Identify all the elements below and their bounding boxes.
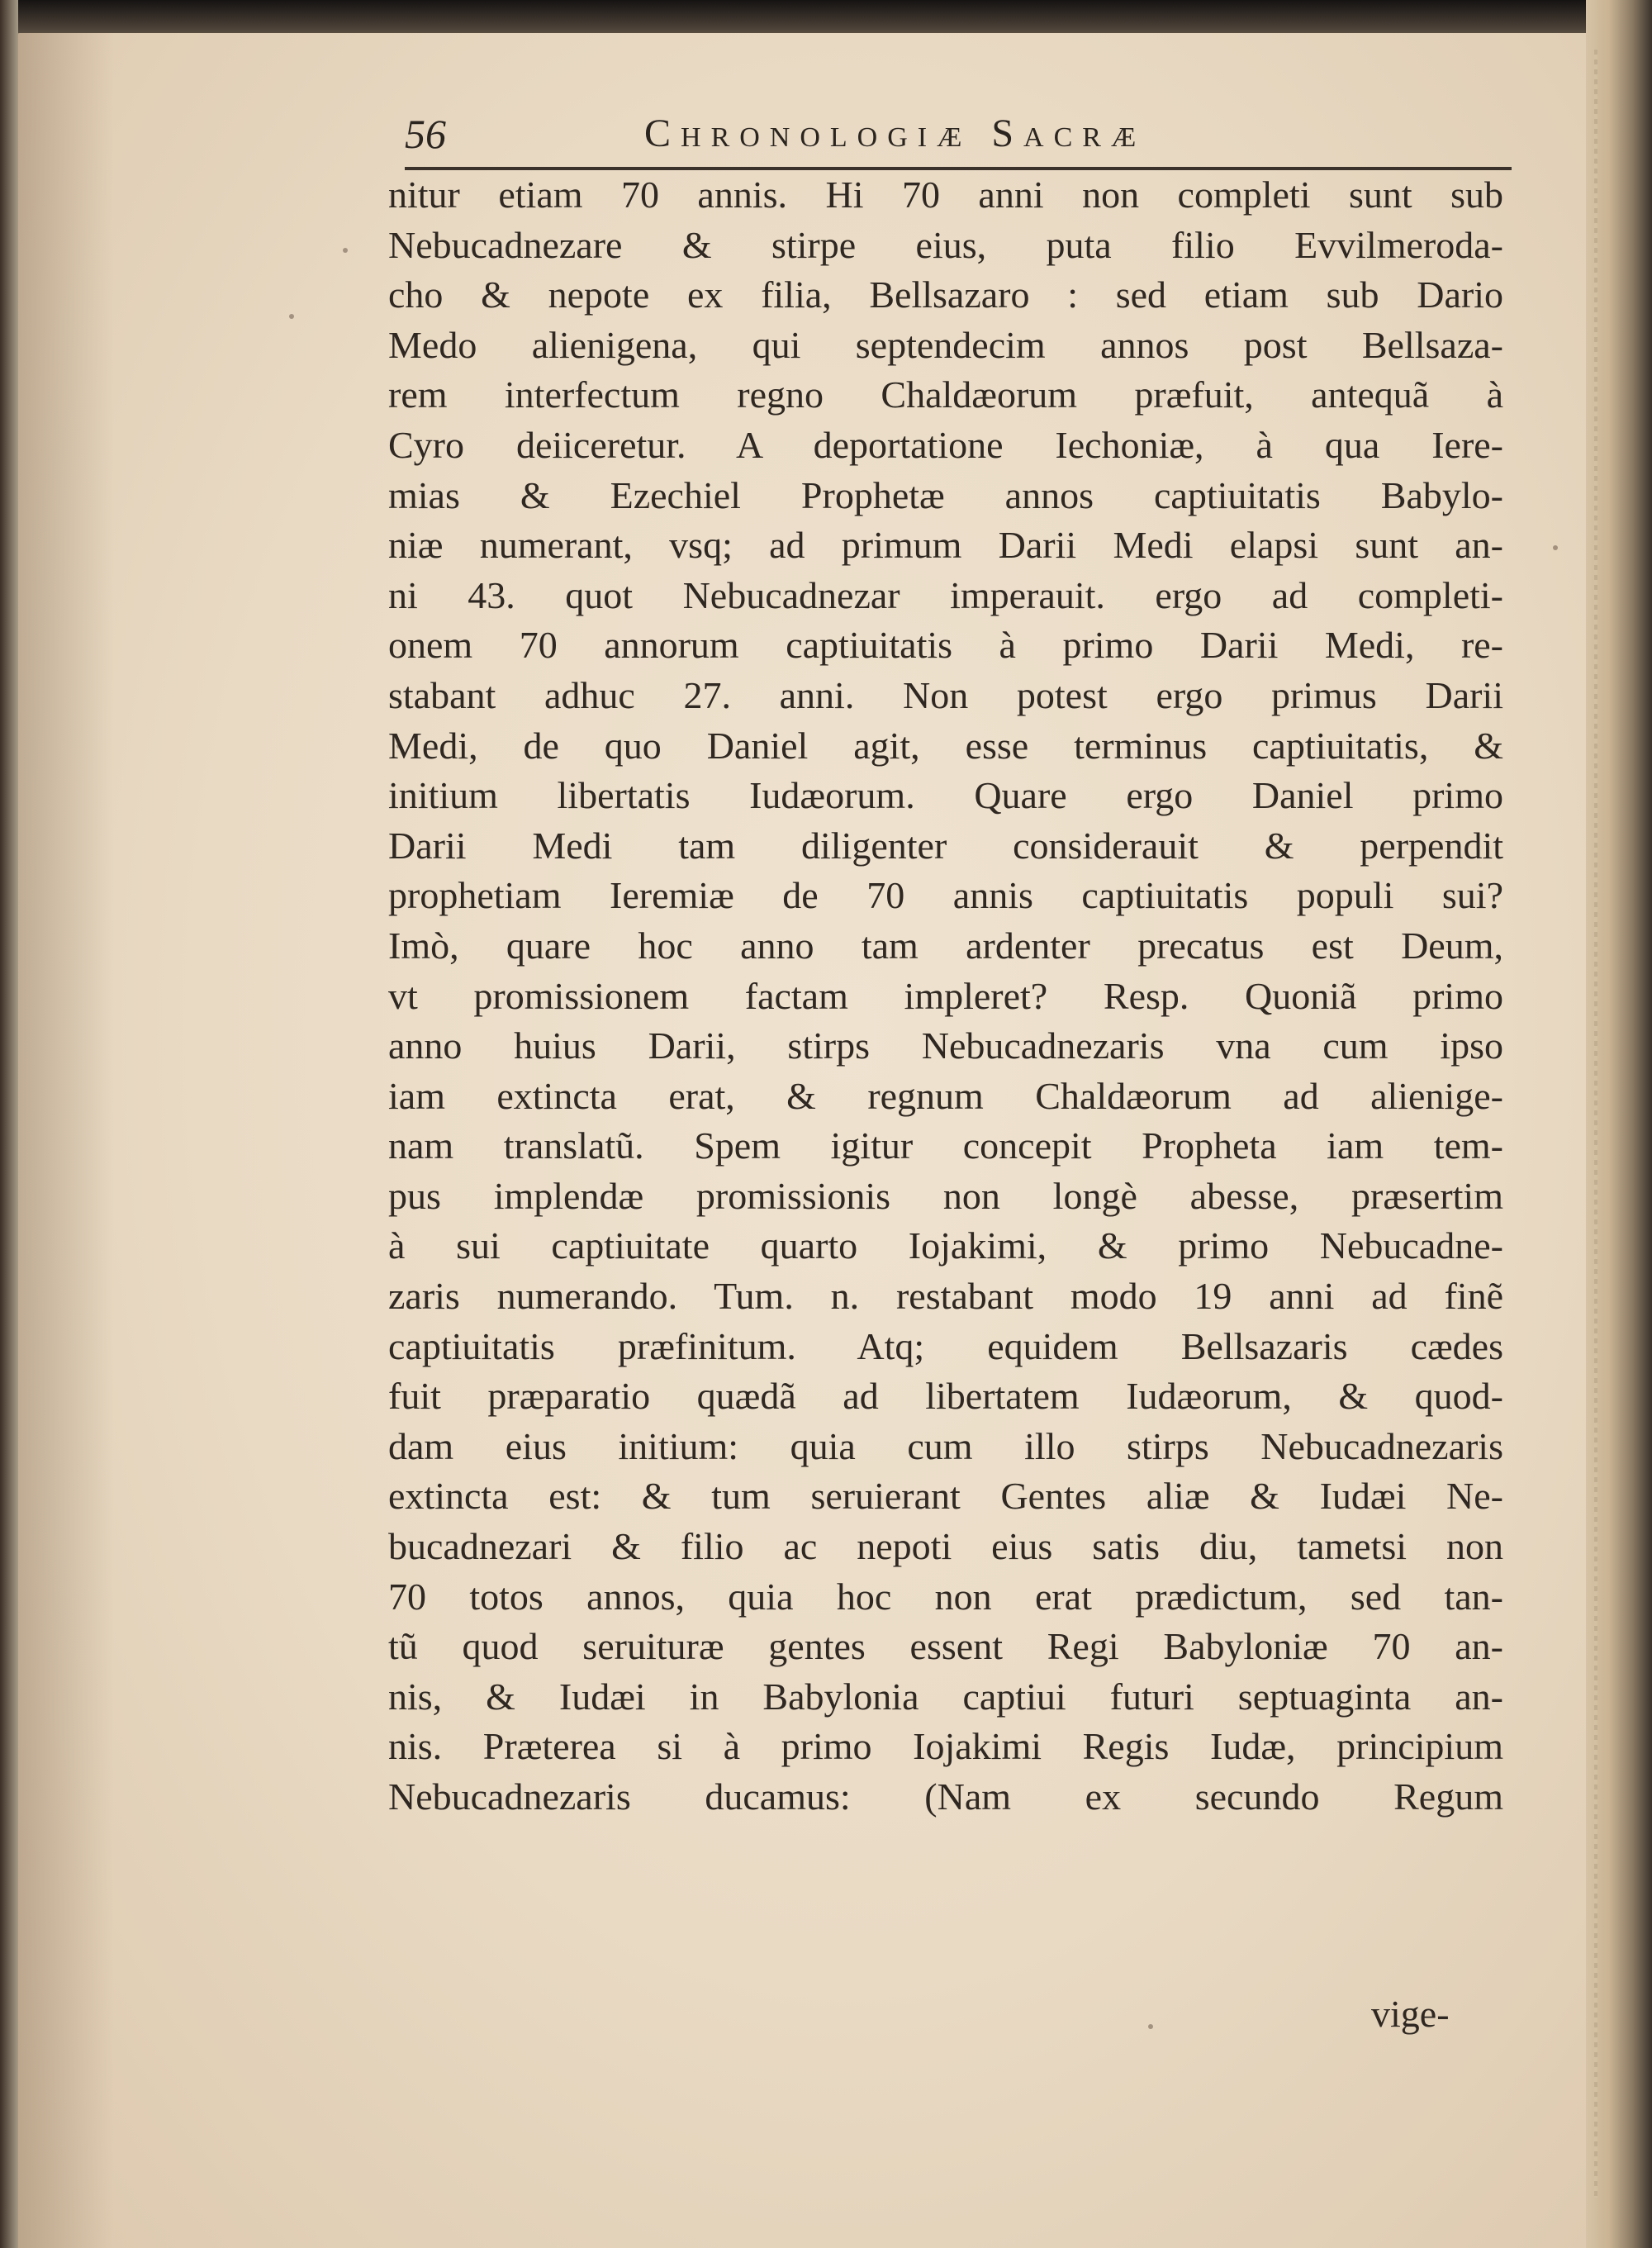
- text-line: Nebucadnezare & stirpe eius, puta filio Evvilmeroda-: [388, 223, 1503, 266]
- paper-speck: [1553, 545, 1558, 550]
- text-line: nam translatũ. Spem igitur concepit Propheta iam tem-: [388, 1124, 1503, 1167]
- text-line: rem interfectum regno Chaldæorum præfuit, antequã à: [388, 373, 1503, 416]
- text-line: Imò, quare hoc anno tam ardenter precatus est Deum,: [388, 924, 1503, 967]
- paper-speck: [343, 248, 348, 253]
- text-line: nitur etiam 70 annis. Hi 70 anni non completi sunt sub: [388, 173, 1503, 216]
- page-gutter-shadow: [15, 33, 114, 2248]
- paper-speck: [1148, 2024, 1153, 2029]
- text-line: iam extincta erat, & regnum Chaldæorum ad alienige-: [388, 1074, 1503, 1117]
- text-line: fuit præparatio quædã ad libertatem Iudæorum, & quod-: [388, 1375, 1503, 1418]
- text-line: à sui captiuitate quarto Iojakimi, & primo Nebucadne-: [388, 1224, 1503, 1267]
- page-fore-edge: [1586, 0, 1652, 2248]
- text-line: tũ quod seruituræ gentes essent Regi Babyloniæ 70 an-: [388, 1625, 1503, 1668]
- page-number: 56: [405, 111, 446, 157]
- text-line: mias & Ezechiel Prophetæ annos captiuitatis Babylo-: [388, 473, 1503, 516]
- text-line: nis. Præterea si à primo Iojakimi Regis Iudæ, principium: [388, 1725, 1503, 1768]
- text-line: anno huius Darii, stirps Nebucadnezaris vna cum ipso: [388, 1024, 1503, 1067]
- text-line: captiuitatis præfinitum. Atq; equidem Bellsazaris cædes: [388, 1324, 1503, 1367]
- text-line: initium libertatis Iudæorum. Quare ergo Daniel primo: [388, 774, 1503, 817]
- binding-left-edge: [0, 0, 18, 2248]
- text-line: Nebucadnezaris ducamus: (Nam ex secundo Regum: [388, 1775, 1503, 1818]
- text-line: prophetiam Ieremiæ de 70 annis captiuitatis populi sui?: [388, 874, 1503, 917]
- text-line: stabant adhuc 27. anni. Non potest ergo primus Darii: [388, 673, 1503, 716]
- text-line: vt promissionem factam impleret? Resp. Quoniã primo: [388, 974, 1503, 1017]
- running-title: Chronologiæ Sacræ: [644, 112, 1146, 155]
- text-line: Medo alienigena, qui septendecim annos post Bellsaza-: [388, 323, 1503, 366]
- page-header: [405, 109, 1512, 167]
- text-line: cho & nepote ex filia, Bellsazaro : sed etiam sub Dario: [388, 273, 1503, 316]
- text-line: ni 43. quot Nebucadnezar imperauit. ergo ad completi-: [388, 573, 1503, 616]
- catchword: vige-: [1371, 1993, 1450, 2035]
- text-line: niæ numerant, vsq; ad primum Darii Medi elapsi sunt an-: [388, 524, 1503, 567]
- text-line: nis, & Iudæi in Babylonia captiui futuri septuaginta an-: [388, 1675, 1503, 1718]
- text-line: bucadnezari & filio ac nepoti eius satis diu, tametsi non: [388, 1525, 1503, 1568]
- text-line: zaris numerando. Tum. n. restabant modo 19 anni ad finẽ: [388, 1275, 1503, 1318]
- text-line: 70 totos annos, quia hoc non erat prædictum, sed tan-: [388, 1575, 1503, 1618]
- body-text: [388, 170, 1503, 1823]
- text-line: pus implendæ promissionis non longè abesse, præsertim: [388, 1174, 1503, 1217]
- text-line: Medi, de quo Daniel agit, esse terminus captiuitatis, &: [388, 724, 1503, 767]
- text-line: onem 70 annorum captiuitatis à primo Darii Medi, re-: [388, 624, 1503, 667]
- text-line: Darii Medi tam diligenter considerauit & perpendit: [388, 824, 1503, 867]
- paper-speck: [289, 314, 294, 319]
- text-line: dam eius initium: quia cum illo stirps Nebucadnezaris: [388, 1424, 1503, 1467]
- text-line: Cyro deiiceretur. A deportatione Iechoniæ, à qua Iere-: [388, 423, 1503, 466]
- text-line: extincta est: & tum seruierant Gentes aliæ & Iudæi Ne-: [388, 1475, 1503, 1518]
